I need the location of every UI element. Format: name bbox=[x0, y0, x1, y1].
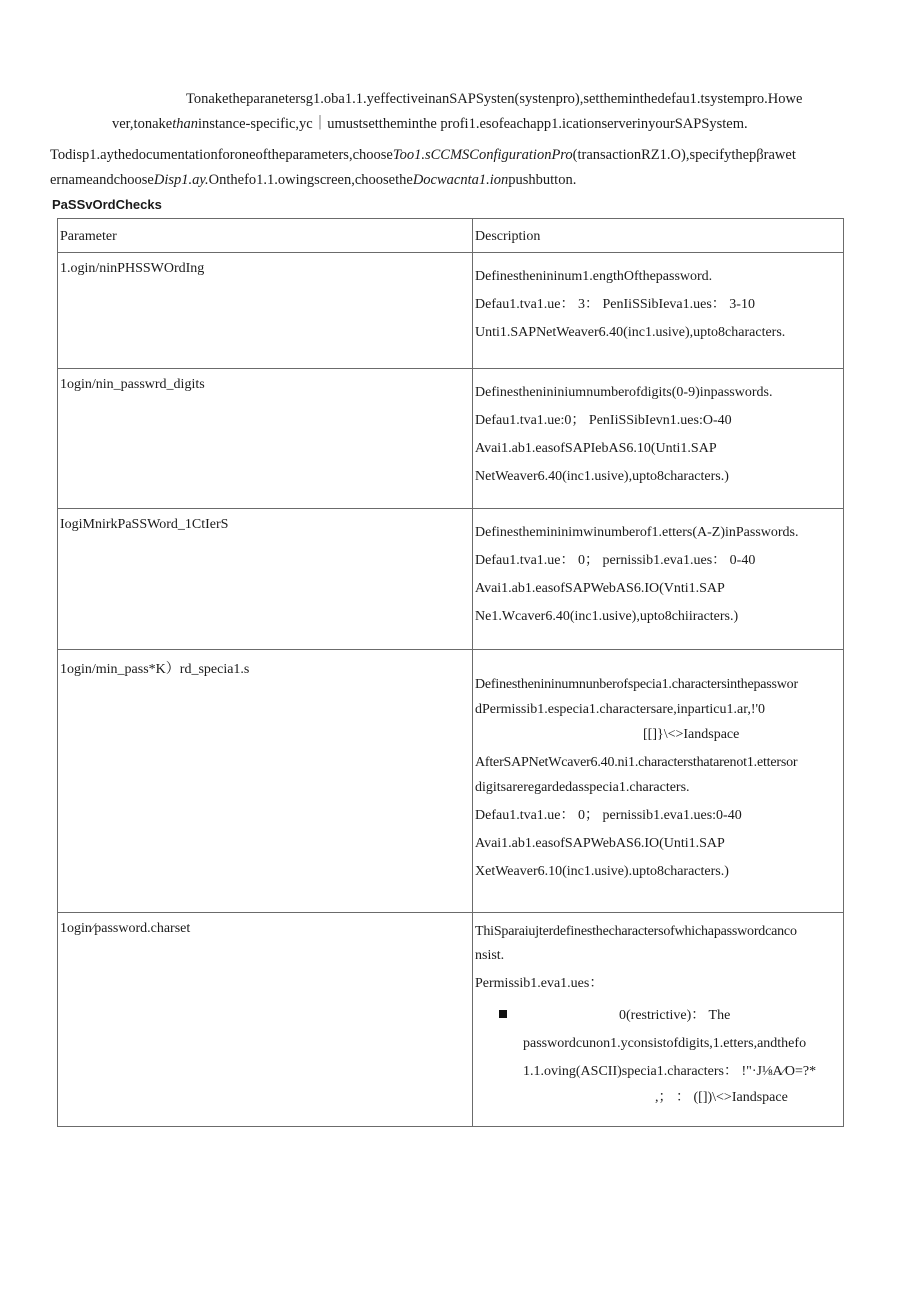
intro-line-2-a: ver,tonake bbox=[112, 116, 173, 132]
intro-line-2 bbox=[112, 114, 748, 134]
desc-line: digitsareregardedasspecia1.characters. bbox=[475, 780, 690, 795]
desc-line: XetWeaver6.10(inc1.usive).upto8characters.) bbox=[475, 864, 729, 879]
desc-line: Unti1.SAPNetWeaver6.40(inc1.usive),upto8characters. bbox=[475, 325, 786, 340]
header-parameter: Parameter bbox=[58, 219, 473, 253]
intro-line-4 bbox=[50, 170, 576, 190]
param-description bbox=[473, 253, 844, 369]
documentation-button-text: Docwacnta1.ion bbox=[412, 172, 509, 188]
intro-line-4-c: pushbutton. bbox=[508, 172, 577, 188]
desc-line: Defau1.tva1.ue： 0； pernissib1.eva1.ues:0-40 bbox=[475, 808, 742, 823]
desc-line: passwordcunon1.yconsistofdigits,1.etters,andthefo bbox=[523, 1036, 807, 1051]
password-parameters-table bbox=[57, 218, 844, 1127]
param-description bbox=[473, 369, 844, 509]
intro-line-2-em: than bbox=[172, 116, 198, 132]
param-name: 1ogin/nin_passwrd_digits bbox=[58, 369, 473, 509]
intro-line-3 bbox=[50, 145, 796, 165]
desc-line: ThiSparaiujterdefinesthecharactersofwhichapasswordcanco bbox=[475, 924, 797, 939]
param-description bbox=[473, 913, 844, 1127]
desc-line: Avai1.ab1.easofSAPWebAS6.IO(Vnti1.SAP bbox=[475, 581, 725, 596]
intro-line-1: Tonaketheparanetersg1.oba1.1.yeffectiveinanSAPSysten(systenpro),settheminthedefau1.tsystempro.Howe bbox=[186, 91, 803, 107]
desc-line: NetWeaver6.40(inc1.usive),upto8characters.) bbox=[475, 469, 729, 484]
desc-line: Defau1.tva1.ue： 3： PenIiSSibIeva1.ues： 3-10 bbox=[475, 297, 755, 312]
table-row bbox=[58, 913, 844, 1127]
param-name: 1ogin/min_pass*K）rd_specia1.s bbox=[58, 650, 473, 913]
bullet-square-icon bbox=[499, 1010, 507, 1018]
desc-line: ,； ： ([])\<>Iandspace bbox=[655, 1090, 788, 1105]
table-row bbox=[58, 509, 844, 650]
desc-line: AfterSAPNetWcaver6.40.ni1.charactersthatarenot1.ettersor bbox=[475, 755, 798, 770]
desc-line: Definesthenininumnunberofspecia1.charactersinthepasswor bbox=[475, 677, 798, 692]
desc-line: Definesthenininiumnumberofdigits(0-9)inpasswords. bbox=[475, 385, 773, 400]
param-description bbox=[473, 509, 844, 650]
desc-line: dPermissib1.especia1.charactersare,inparticu1.ar,!'0 bbox=[475, 702, 766, 717]
table-row bbox=[58, 369, 844, 509]
desc-line: Avai1.ab1.easofSAPIebAS6.10(Unti1.SAP bbox=[475, 441, 717, 456]
section-heading: PaSSvOrdChecks bbox=[52, 197, 162, 212]
desc-line: Permissib1.eva1.ues： bbox=[475, 976, 604, 991]
intro-line-3-b: (transactionRZ1.O),specifythepβrawet bbox=[572, 147, 796, 163]
display-command-text: Disp1.ay. bbox=[153, 172, 209, 188]
menu-path-text: Too1.sCCMSConfigurationPro bbox=[392, 147, 573, 163]
param-name: 1.ogin/ninPHSSWOrdIng bbox=[58, 253, 473, 369]
intro-line-4-b: Onthefo1.1.owingscreen,choosethe bbox=[208, 172, 413, 188]
table-row bbox=[58, 253, 844, 369]
param-description bbox=[473, 650, 844, 913]
bullet-text: 0(restrictive)： The bbox=[619, 1008, 731, 1023]
desc-line: Ne1.Wcaver6.40(inc1.usive),upto8chiiracters.) bbox=[475, 609, 739, 624]
param-name: 1ogin⁄password.charset bbox=[58, 913, 473, 1127]
desc-line: Definesthemininimwinumberof1.etters(A-Z)inPasswords. bbox=[475, 525, 799, 540]
desc-line: Defau1.tva1.ue:0； PenIiSSibIevn1.ues:O-40 bbox=[475, 413, 732, 428]
param-name: IogiMnirkPaSSWord_1CtIerS bbox=[58, 509, 473, 650]
desc-line: 1.1.oving(ASCII)specia1.characters： !"·J⅛A⁄O=?* bbox=[523, 1064, 817, 1079]
intro-line-3-a: Todisp1.aythedocumentationforoneoftheparameters,choose bbox=[50, 147, 393, 163]
desc-line: Avai1.ab1.easofSAPWebAS6.IO(Unti1.SAP bbox=[475, 836, 725, 851]
intro-line-2-b: instance-specific,yc｜umustsettheminthe profi1.esofeachapp1.icationserverinyourSAPSystem. bbox=[198, 116, 748, 132]
intro-line-4-a: ernameandchoose bbox=[50, 172, 154, 188]
bullet-item bbox=[475, 1006, 843, 1026]
desc-line: Definesthenininum1.engthOfthepassword. bbox=[475, 269, 713, 284]
desc-line: Defau1.tva1.ue： 0； pernissib1.eva1.ues： 0-40 bbox=[475, 553, 756, 568]
table-header-row bbox=[58, 219, 844, 253]
table-row bbox=[58, 650, 844, 913]
desc-line: nsist. bbox=[475, 948, 505, 963]
header-description: Description bbox=[473, 219, 844, 253]
desc-line: [[]}\<>Iandspace bbox=[643, 727, 740, 742]
